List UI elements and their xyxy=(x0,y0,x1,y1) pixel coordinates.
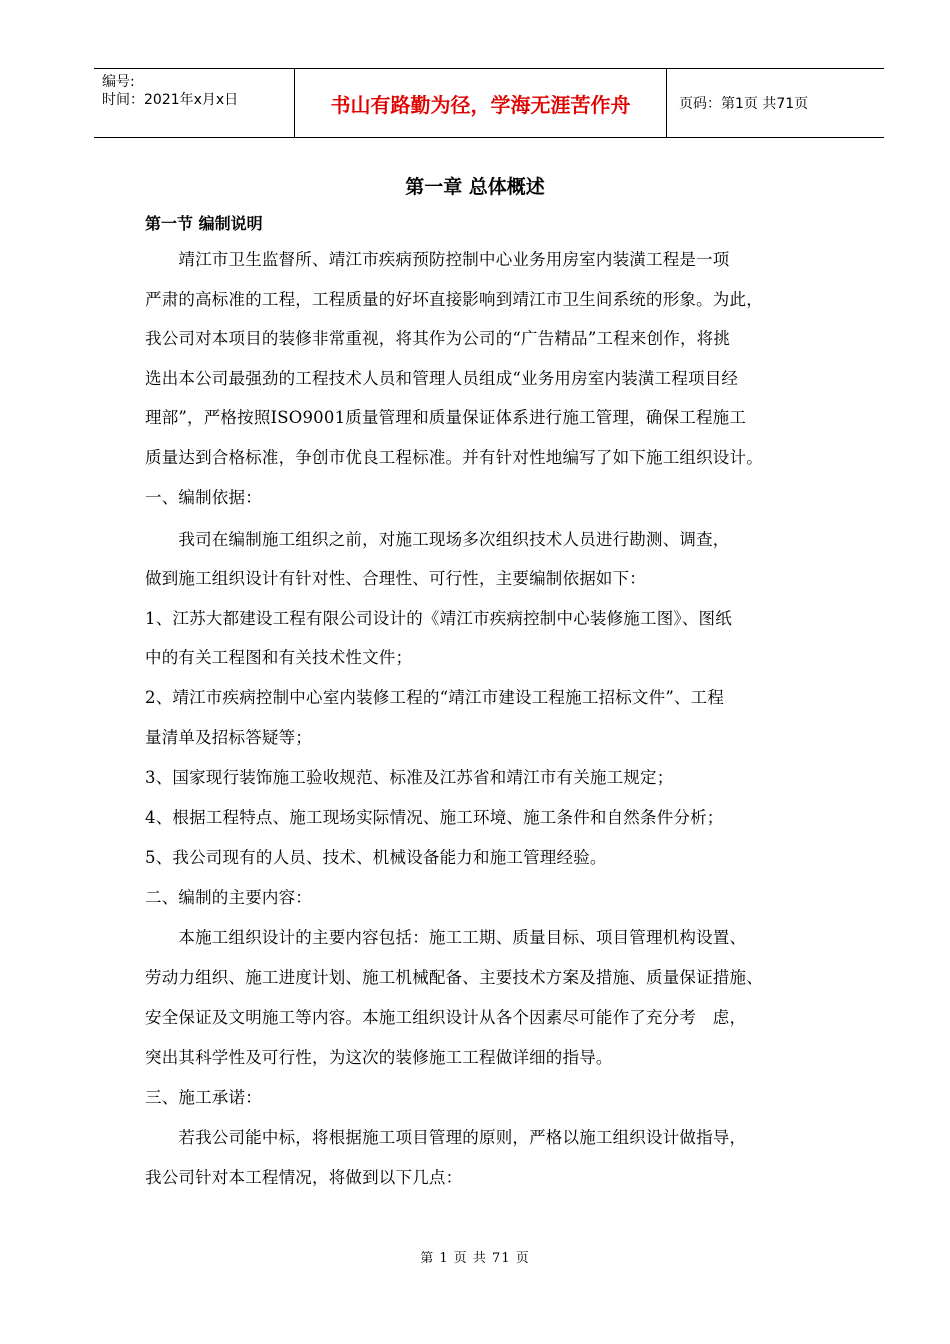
text-line: 我司在编制施工组织之前，对施工现场多次组织技术人员进行勘测、调查， xyxy=(145,530,730,549)
text-line: 我公司针对本工程情况，将做到以下几点： xyxy=(145,1168,463,1187)
text-line: 三、施工承诺： xyxy=(145,1088,262,1107)
code-label: 编号: xyxy=(102,74,135,90)
text-line: 若我公司能中标，将根据施工项目管理的原则，严格以施工组织设计做指导， xyxy=(145,1128,747,1147)
text-line: 二、编制的主要内容： xyxy=(145,888,312,907)
header-page-info: 页码：第1页 共71页 xyxy=(679,96,809,112)
text-line: 中的有关工程图和有关技术性文件； xyxy=(145,648,413,667)
header-motto: 书山有路勤为径，学海无涯苦作舟 xyxy=(295,69,667,137)
page-footer: 第 1 页 共 71 页 xyxy=(420,1251,530,1266)
header-meta xyxy=(94,69,295,137)
text-line: 靖江市卫生监督所、靖江市疾病预防控制中心业务用房室内装潢工程是一项 xyxy=(145,250,730,269)
text-line: 安全保证及文明施工等内容。本施工组织设计从各个因素尽可能作了充分考 虑， xyxy=(145,1008,747,1027)
text-line: 突出其科学性及可行性，为这次的装修施工工程做详细的指导。 xyxy=(145,1048,613,1067)
text-line: 选出本公司最强劲的工程技术人员和管理人员组成“业务用房室内装潢工程项目经 xyxy=(145,369,739,388)
text-line: 量清单及招标答疑等； xyxy=(145,728,312,747)
text-line: 劳动力组织、施工进度计划、施工机械配备、主要技术方案及措施、质量保证措施、 xyxy=(145,968,763,987)
text-line: 3、国家现行装饰施工验收规范、标准及江苏省和靖江市有关施工规定； xyxy=(145,768,674,787)
text-line: 质量达到合格标准，争创市优良工程标准。并有针对性地编写了如下施工组织设计。 xyxy=(145,448,763,467)
page-header xyxy=(94,68,884,138)
text-line: 4、根据工程特点、施工现场实际情况、施工环境、施工条件和自然条件分析； xyxy=(145,808,724,827)
text-line: 5、我公司现有的人员、技术、机械设备能力和施工管理经验。 xyxy=(145,848,607,867)
chapter-title: 第一章 总体概述 xyxy=(405,176,545,198)
section-title: 第一节 编制说明 xyxy=(145,214,263,233)
text-line: 做到施工组织设计有针对性、合理性、可行性，主要编制依据如下： xyxy=(145,569,646,588)
time-label: 时间：2021年x月x日 xyxy=(102,92,239,108)
text-line: 1、江苏大都建设工程有限公司设计的《靖江市疾病控制中心装修施工图》、图纸 xyxy=(145,609,732,628)
text-line: 本施工组织设计的主要内容包括：施工工期、质量目标、项目管理机构设置、 xyxy=(145,928,747,947)
text-line: 一、编制依据： xyxy=(145,488,262,507)
text-line: 我公司对本项目的装修非常重视，将其作为公司的“广告精品”工程来创作，将挑 xyxy=(145,329,731,348)
text-line: 2、靖江市疾病控制中心室内装修工程的“靖江市建设工程施工招标文件”、工程 xyxy=(145,688,725,707)
text-line: 严肃的高标准的工程，工程质量的好坏直接影响到靖江市卫生间系统的形象。为此， xyxy=(145,290,763,309)
text-line: 理部”，严格按照ISO9001质量管理和质量保证体系进行施工管理，确保工程施工 xyxy=(145,408,747,427)
